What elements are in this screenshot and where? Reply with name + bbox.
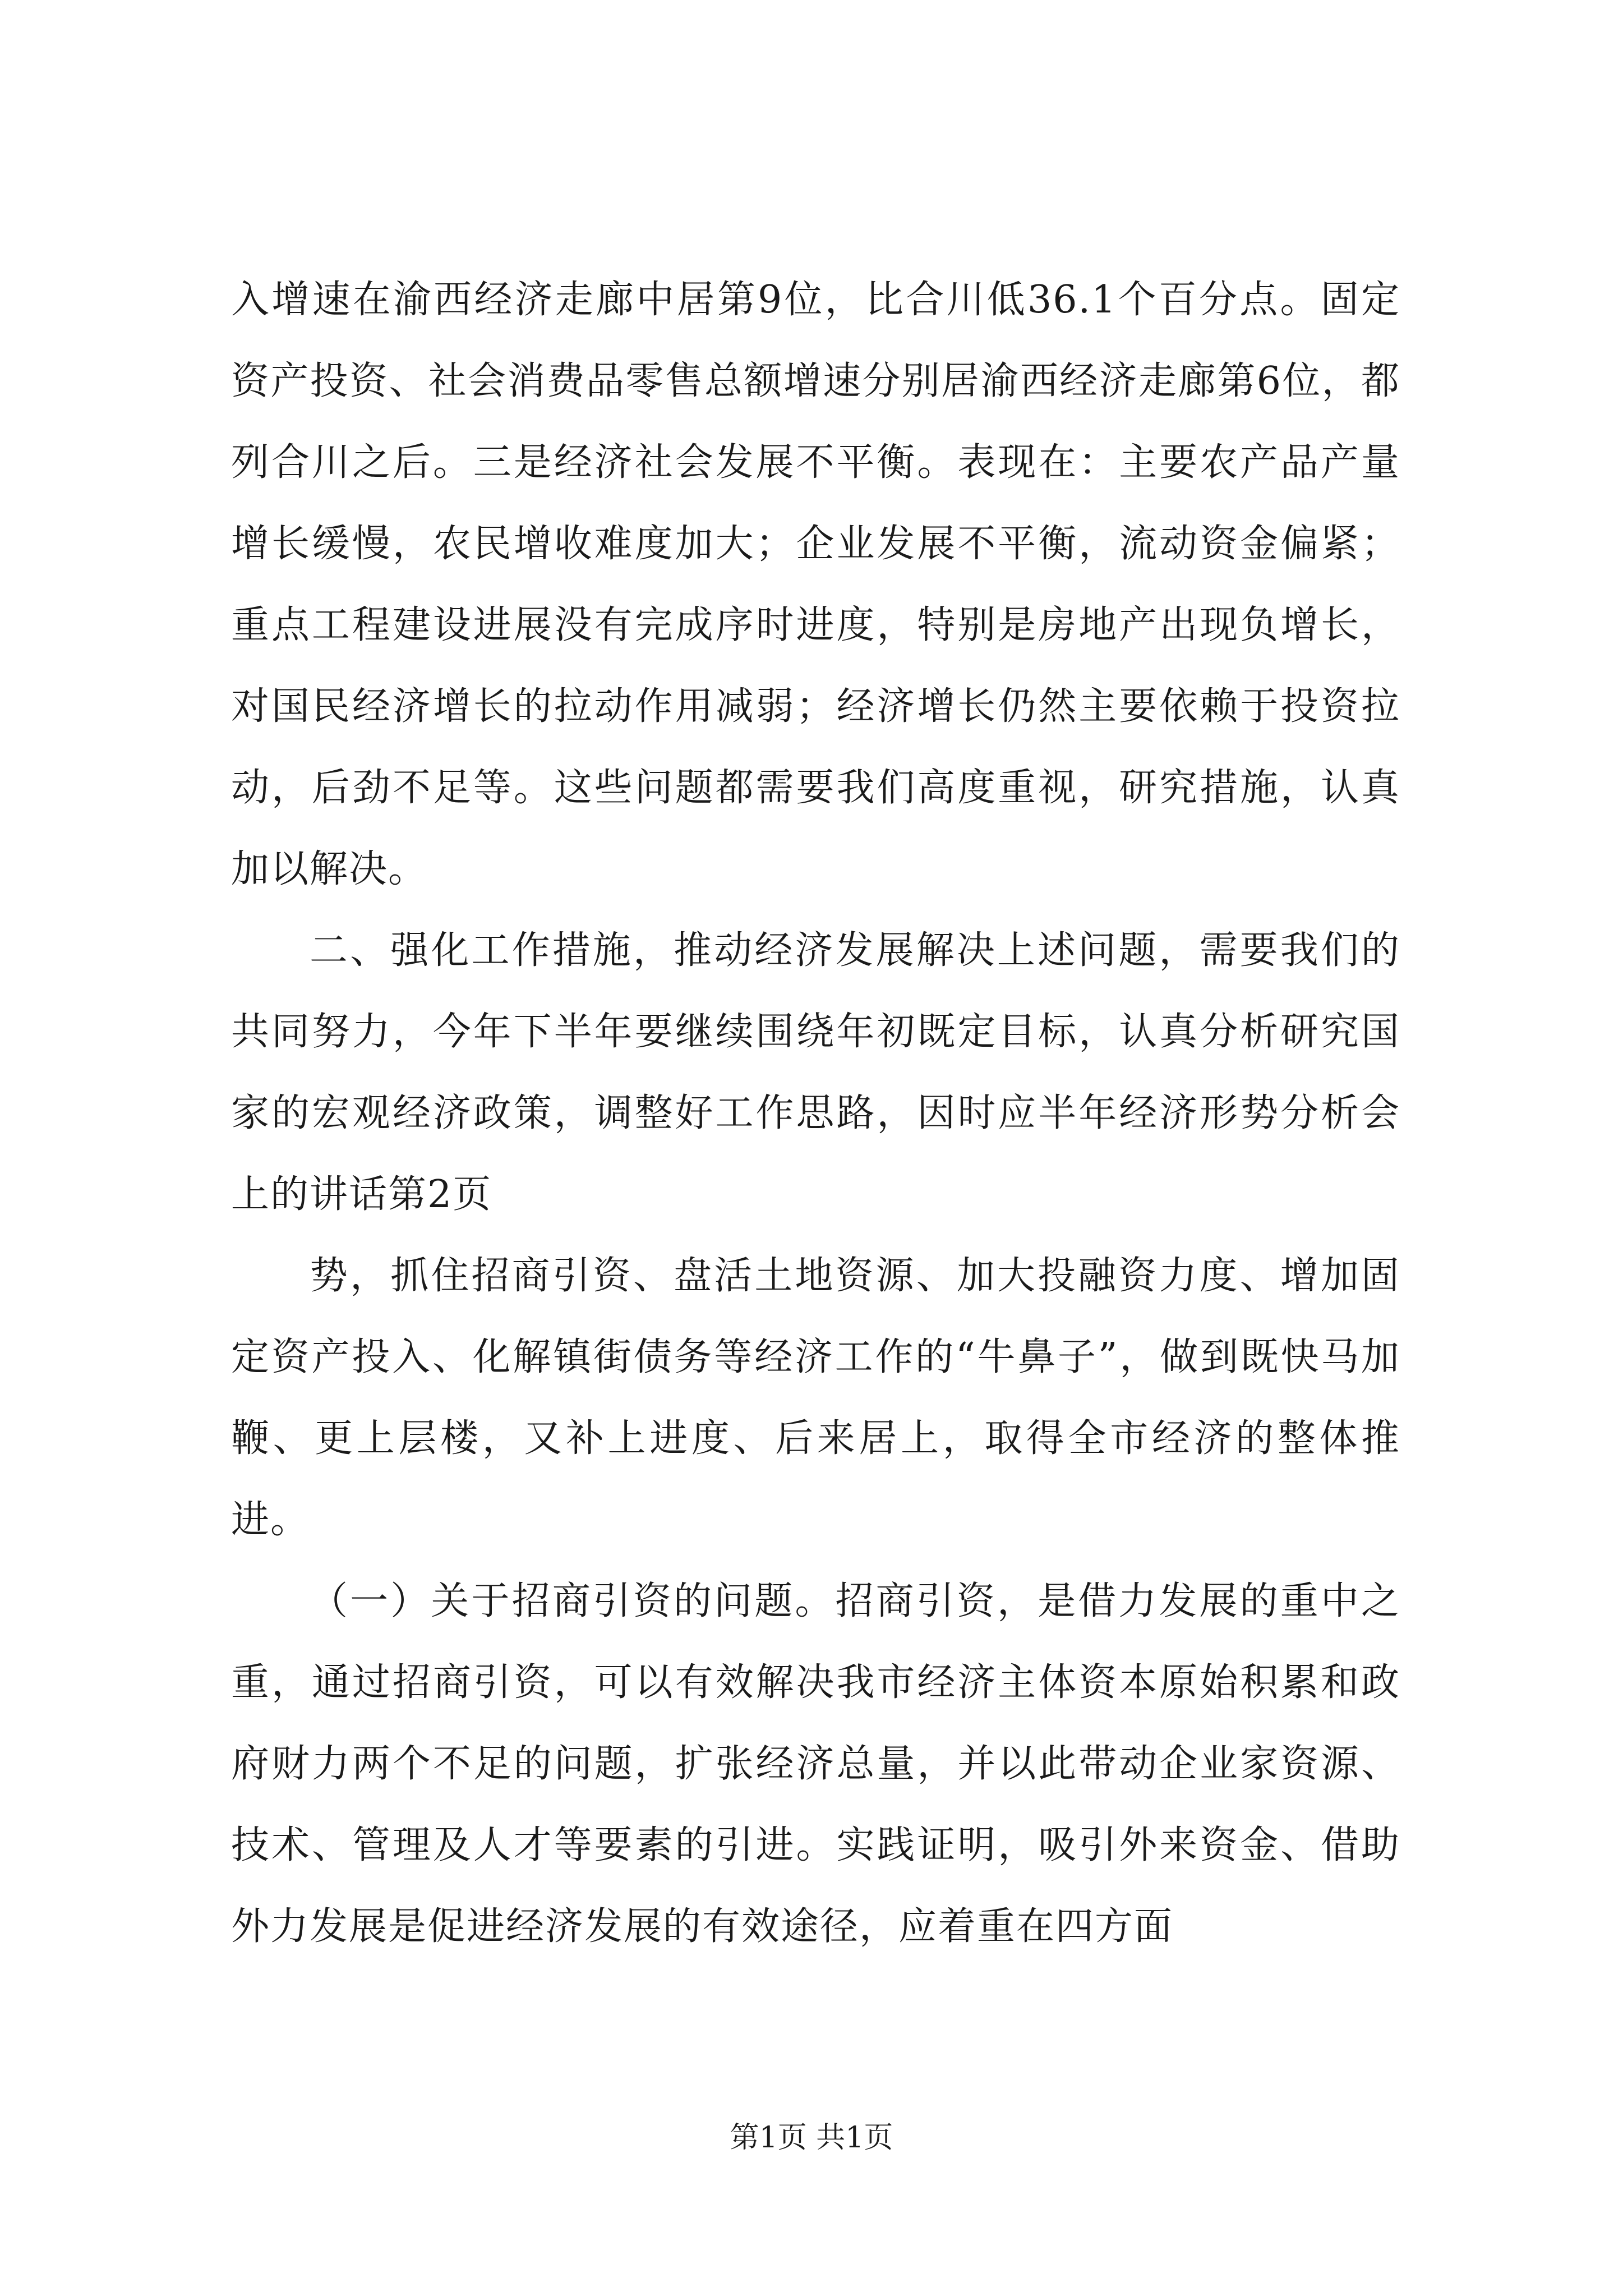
page-footer: 第1页 共1页 xyxy=(730,2121,893,2155)
paragraph-2: 二、强化工作措施，推动经济发展解决上述问题，需要我们的共同努力，今年下半年要继续围绕年初既定目标，认真分析研究国家的宏观经济政策，调整好工作思路，因时应半年经济形势分析会上的讲话第2页 xyxy=(231,928,1400,1217)
paragraph-4: （一）关于招商引资的问题。招商引资，是借力发展的重中之重，通过招商引资，可以有效解决我市经济主体资本原始积累和政府财力两个不足的问题，扩张经济总量，并以此带动企业家资源、技术、管理及人才等要素的引进。实践证明，吸引外来资金、借助外力发展是促进经济发展的有效途径，应着重在四方面 xyxy=(231,1579,1400,1949)
paragraph-1: 入增速在渝西经济走廊中居第9位，比合川低36.1个百分点。固定资产投资、社会消费品零售总额增速分别居渝西经济走廊第6位，都列合川之后。三是经济社会发展不平衡。表现在：主要农产品产量增长缓慢，农民增收难度加大；企业发展不平衡，流动资金偏紧；重点工程建设进展没有完成序时进度，特别是房地产出现负增长，对国民经济增长的拉动作用减弱；经济增长仍然主要依赖于投资拉动，后劲不足等。这些问题都需要我们高度重视，研究措施，认真加以解决。 xyxy=(231,278,1400,891)
paragraph-3: 势，抓住招商引资、盘活土地资源、加大投融资力度、增加固定资产投入、化解镇街债务等经济工作的“牛鼻子”，做到既快马加鞭、更上层楼，又补上进度、后来居上，取得全市经济的整体推进。 xyxy=(231,1254,1400,1542)
document-body xyxy=(231,259,1400,1967)
